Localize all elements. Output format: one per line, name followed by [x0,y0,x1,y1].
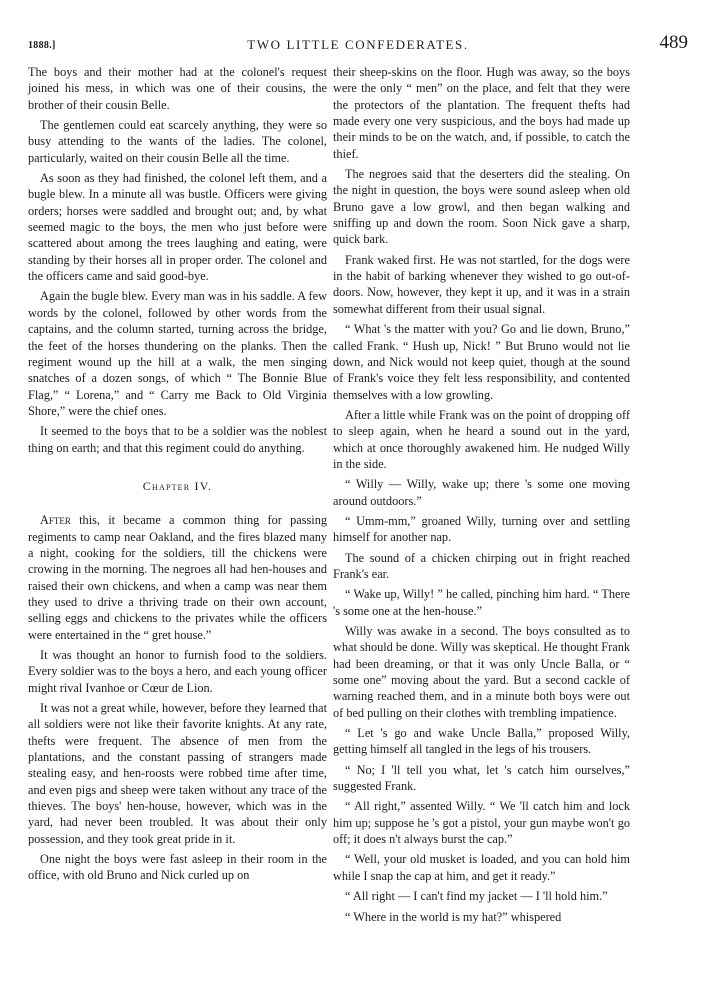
paragraph: Frank waked first. He was not startled, for the dogs were in the habit of barking whenever they wished to go out-of-doors. Now, however, they kept it up, and it was in a strain somewhat different from their usual signal. [333,252,630,316]
paragraph: “ Umm-mm,” groaned Willy, turning over and settling himself for another nap. [333,513,630,545]
paragraph: It was not a great while, however, before they learned that all soldiers were not like their favorite knights. At any rate, thefts were frequent. The absence of men from the plantations, and the constant passing of strangers made stealing easy, and hen-roosts were robbed time after time, and even pigs and sheep were taken without any trace of the thieves. The boys' hen-house, however, which was in the yard, had never been troubled. It was about their only possession, and they took great pride in it. [28,701,327,846]
paragraph: “ Where in the world is my hat?” whispered [345,909,562,924]
running-header [28,34,688,58]
paragraph: their sheep-skins on the floor. Hugh was away, so the boys were the only “ men” on the place, and felt that they were the protectors of the plantation. The frequent thefts had made every one very suspicious, and the boys had made up their minds to be on the watch, and, if possible, to catch the thief. [333,65,630,161]
paragraph: “ Let 's go and wake Uncle Balla,” proposed Willy, getting himself all tangled in the legs of his trousers. [333,726,630,757]
header-title: TWO LITTLE CONFEDERATES. [247,37,469,52]
paragraph: “ All right,” assented Willy. “ We 'll catch him and lock him up; suppose he 's got a pistol, your gun maybe won't go off; it does n't always burst the cap.” [333,799,630,847]
header-year: 1888.] [28,40,56,51]
page-number: 489 [659,32,688,53]
paragraph: The boys and their mother had at the colonel's request joined his mess, in which was one of their cousins, the brother of their cousin Belle. [28,65,327,112]
paragraph-text: this, it became a common thing for passing regiments to camp near Oakland, and the fires blazed many a night, cooking for the soldiers, till the chickens were crowing in the morning. The negroes all had hen-houses and raised their own chickens, and when a camp was near them they used to drive a thriving trade on their own account, selling eggs and chickens to the privates while the officers were entertained in the “ gret house.” [28,513,327,642]
paragraph: The gentlemen could eat scarcely anything, they were so busy attending to the wants of the ladies. The colonel, particularly, waited on their cousin Belle all the time. [28,118,327,165]
paragraph: “ Well, your old musket is loaded, and you can hold him while I snap the cap at him, and get it ready.” [333,852,630,883]
paragraph: Again the bugle blew. Every man was in his saddle. A few words by the colonel, followed by other words from the captains, and the column started, turning across the bridge, the feet of the horses thundering on the planks. Then the regiment wound up the hill at a walk, the men singing snatches of a dozen songs, of which “ The Bonnie Blue Flag,” “ Lorena,” and “ Carry me Back to Old Virginia Shore,” were the chief ones. [28,289,327,418]
paragraph: One night the boys were fast asleep in their room in the office, with old Bruno and Nick curled up on [28,852,327,883]
paragraph: Willy was awake in a second. The boys consulted as to what should be done. Willy was skeptical. He thought Frank had been dreaming, or that it was only Uncle Balla, or “ some one” moving about the yard. But a second cackle of warning reached them, and in a minute both boys were out of bed pulling on their clothes with trembling impatience. [333,624,630,720]
paragraph: It was thought an honor to furnish food to the soldiers. Every soldier was to the boys a hero, and each young officer might rival Ivanhoe or Cœur de Lion. [28,648,327,695]
paragraph: “ What 's the matter with you? Go and lie down, Bruno,” called Frank. “ Hush up, Nick! ” But Bruno would not lie down, and Nick would not keep quiet, though at the sound of Frank's voice they felt less responsibility, and contented themselves with a low growling. [333,322,630,402]
paragraph: The negroes said that the deserters did the stealing. On the night in question, the boys were sound asleep when old Bruno gave a low growl, and then began walking and sniffing up and down the room. Soon Nick gave a sharp, quick bark. [333,167,630,247]
paragraph [28,512,327,643]
lead-words: After [40,513,71,528]
paragraph: “ Willy — Willy, wake up; there 's some one moving around outdoors.” [333,477,630,508]
paragraph: “ All right — I can't find my jacket — I 'll hold him.” [345,889,608,904]
right-column [333,64,630,929]
paragraph: As soon as they had finished, the colonel left them, and a bugle blew. In a minute all was bustle. Officers were giving orders; horses were saddled and brought out; and, by what seemed magic to the boys, the men who just before were scattered about among the trees laughing and eating, were standing by their horses all in proper order. The colonel and the officers came and said good-bye. [28,171,327,284]
paragraph: “ Wake up, Willy! ” he called, pinching him hard. “ There 's some one at the hen-house.” [333,587,630,618]
paragraph: The sound of a chicken chirping out in fright reached Frank's ear. [333,550,630,581]
paragraph: After a little while Frank was on the point of dropping off to sleep again, when he heard a sound out in the yard, which at once thoroughly awakened him. He nudged Willy in the side. [333,407,630,471]
paragraph: It seemed to the boys that to be a soldier was the noblest thing on earth; and that this regiment could do anything. [28,424,327,455]
paragraph: “ No; I 'll tell you what, let 's catch him ourselves,” suggested Frank. [333,762,630,794]
left-column [28,64,327,888]
chapter-heading: Chapter IV. [142,478,213,493]
